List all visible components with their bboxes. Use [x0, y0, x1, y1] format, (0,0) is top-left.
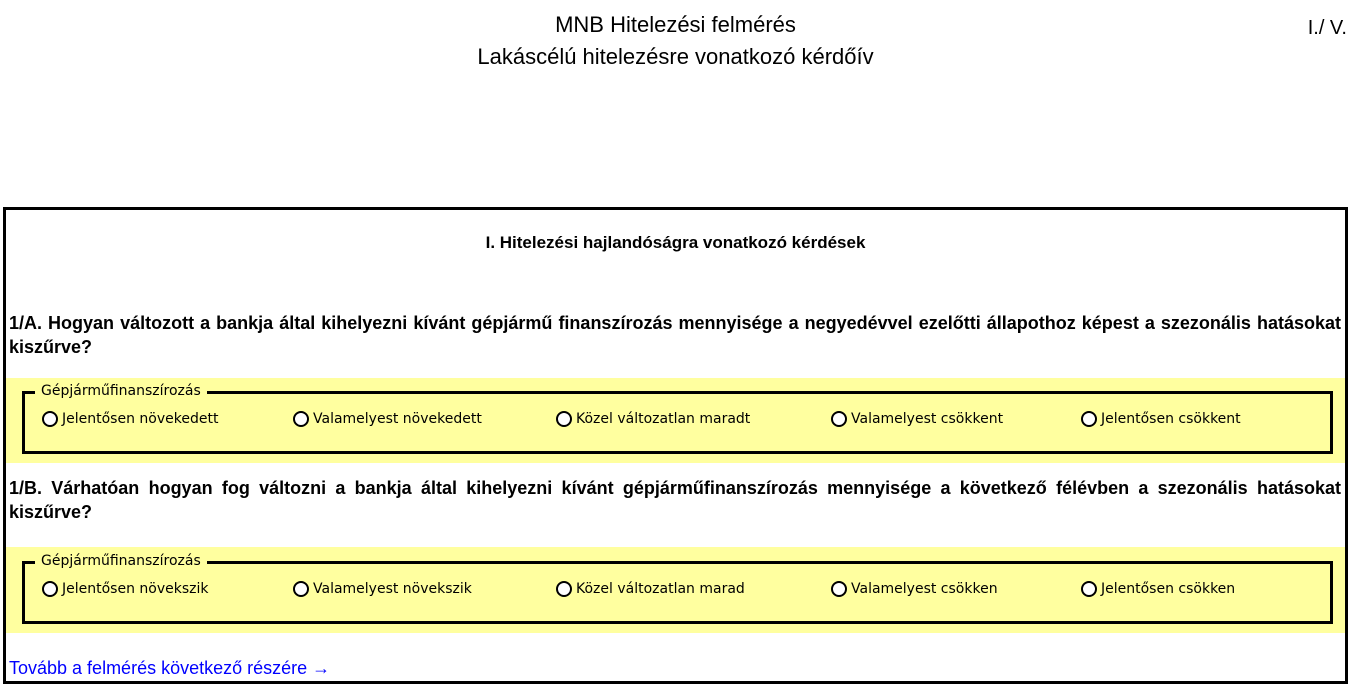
radio-option-1a-5[interactable]: [1081, 410, 1241, 428]
radio-group-1a: [22, 383, 1333, 454]
radio-button-icon[interactable]: [556, 581, 572, 597]
survey-subtitle: Lakáscélú hitelezésre vonatkozó kérdőív: [477, 44, 874, 69]
radio-option-label: Jelentősen növekszik: [62, 581, 209, 597]
survey-title: MNB Hitelezési felmérés: [555, 12, 796, 37]
radio-button-icon[interactable]: [293, 411, 309, 427]
radio-option-label: Jelentősen növekedett: [62, 411, 219, 427]
radio-option-1b-5[interactable]: [1081, 580, 1235, 598]
radio-option-label: Valamelyest csökken: [851, 581, 998, 597]
radio-option-1a-2[interactable]: [293, 410, 482, 428]
radio-option-1a-4[interactable]: [831, 410, 1003, 428]
radio-option-label: Jelentősen csökkent: [1101, 411, 1241, 427]
question-1a-text: 1/A. Hogyan változott a bankja által kihelyezni kívánt gépjármű finanszírozás mennyisége a negyedévvel ezelőtti állapothoz képest a szezonális hatásokat kiszűrve?: [9, 313, 1341, 357]
radio-button-icon[interactable]: [556, 411, 572, 427]
section-title: I. Hitelezési hajlandóságra vonatkozó kérdések: [485, 233, 866, 252]
radio-option-1b-1[interactable]: [42, 580, 209, 598]
page-indicator: I./ V.: [1307, 17, 1347, 39]
radio-button-icon[interactable]: [831, 411, 847, 427]
radio-button-icon[interactable]: [42, 581, 58, 597]
radio-option-label: Közel változatlan marad: [576, 581, 745, 597]
radio-button-icon[interactable]: [831, 581, 847, 597]
radio-group-label: Gépjárműfinanszírozás: [35, 382, 207, 400]
radio-option-1a-3[interactable]: [556, 410, 750, 428]
radio-option-label: Valamelyest növekszik: [313, 581, 472, 597]
radio-option-1b-4[interactable]: [831, 580, 998, 598]
radio-button-icon[interactable]: [293, 581, 309, 597]
radio-button-icon[interactable]: [1081, 411, 1097, 427]
answer-band-1a: [6, 378, 1345, 463]
question-1b-text: 1/B. Várhatóan hogyan fog változni a bankja által kihelyezni kívánt gépjárműfinanszírozás mennyisége a következő félévben a szezonális hatásokat kiszűrve?: [9, 478, 1341, 522]
radio-option-1b-2[interactable]: [293, 580, 472, 598]
answer-band-1b: [6, 547, 1345, 633]
radio-option-label: Jelentősen csökken: [1101, 581, 1236, 597]
radio-option-1b-3[interactable]: [556, 580, 745, 598]
radio-group-label: Gépjárműfinanszírozás: [35, 552, 207, 570]
radio-option-1a-1[interactable]: [42, 410, 218, 428]
radio-option-label: Közel változatlan maradt: [576, 411, 751, 427]
next-section-link[interactable]: Tovább a felmérés következő részére →: [9, 658, 331, 678]
radio-button-icon[interactable]: [1081, 581, 1097, 597]
radio-group-1b: [22, 553, 1333, 624]
radio-option-label: Valamelyest növekedett: [313, 411, 482, 427]
radio-option-label: Valamelyest csökkent: [851, 411, 1004, 427]
survey-frame: [3, 207, 1348, 684]
radio-button-icon[interactable]: [42, 411, 58, 427]
